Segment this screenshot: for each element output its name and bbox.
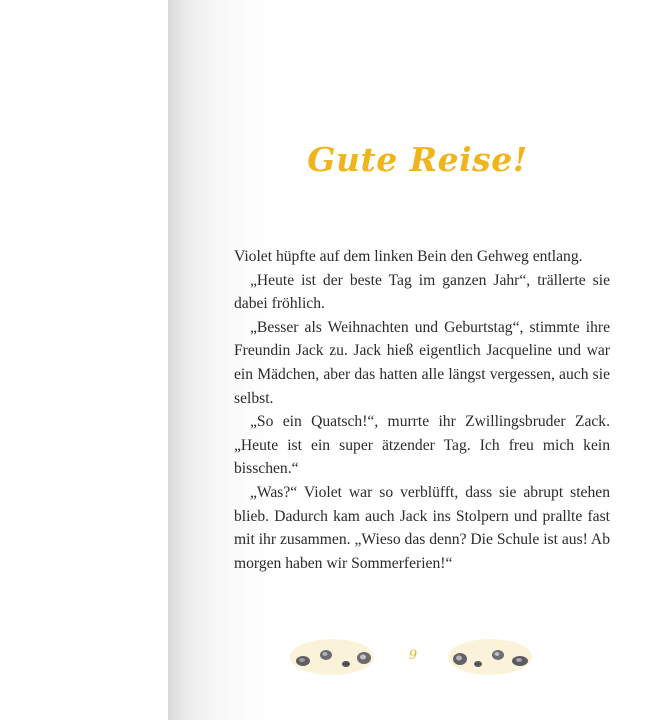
paragraph: „So ein Quatsch!“, murrte ihr Zwillingsbruder Zack. „Heute ist ein super ätzender Tag. Ich freu mich kein bisschen.“ bbox=[234, 413, 610, 478]
pebbles-ornament-right bbox=[446, 636, 534, 678]
page-number: 9 bbox=[408, 648, 418, 663]
page-footer bbox=[288, 636, 538, 678]
paragraph: „Was?“ Violet war so verblüfft, dass sie abrupt stehen blieb. Dadurch kam auch Jack ins Stolpern und prallte fast mit ihr zusammen. „Wieso das denn? Die Schule ist aus! Ab morgen haben wir Sommerferien!“ bbox=[234, 483, 610, 572]
chapter-body bbox=[234, 245, 610, 575]
paragraph: „Heute ist der beste Tag im ganzen Jahr“, trällerte sie dabei fröhlich. bbox=[234, 271, 610, 313]
left-margin bbox=[0, 0, 168, 720]
paragraph: „Besser als Weihnachten und Geburtstag“, stimmte ihre Freundin Jack zu. Jack hieß eigentlich Jacqueline und war ein Mädchen, aber das hatten alle längst vergessen, auch sie selbst. bbox=[234, 318, 610, 407]
paragraph: Violet hüpfte auf dem linken Bein den Gehweg entlang. bbox=[234, 248, 583, 265]
pebbles-ornament-left bbox=[288, 636, 376, 678]
chapter-title: Gute Reise! bbox=[307, 140, 528, 179]
